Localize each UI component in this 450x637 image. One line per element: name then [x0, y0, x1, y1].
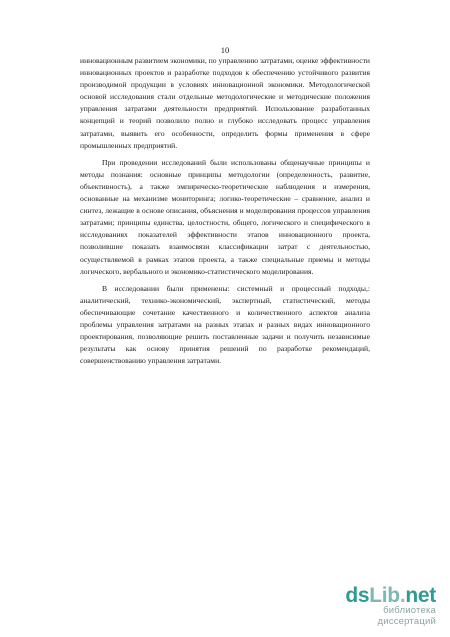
document-body — [80, 55, 370, 372]
page-number: 10 — [220, 45, 230, 55]
dslib-watermark — [326, 585, 436, 627]
dslib-logo: dsLib.net — [345, 584, 436, 607]
paragraph-1: инновационным развитием экономики, по управлению затратами, оценке эффективности инновационных проектов и разработке подходов к обеспечению устойчивого развития производимой продукции в условиях инновационной экономики. Методологической основой исследования стали отдельные методологические и методические положения управления затратами деятельности предприятий. Использование разработанных концепций и теорий позволило полно и глубоко исследовать процесс управления затратами, выявить его особенности, определить формы применения в сфере промышленных предприятий. — [80, 56, 370, 150]
watermark-subtitle: библиотека диссертаций — [377, 605, 436, 627]
paragraph-2: При проведении исследований были использованы общенаучные принципы и методы познания: основные принципы методологии (определенность, развитие, объективность), а также эмпирическо-теоретические наблюдения и измерения, основанные на механизме мониторинга; логико-теоретические – сравнение, анализ и синтез, лежащие в основе описания, объяснения и моделирования процессов управления затратами; принципы единства, целостности, общего, логического и специфического в исследованиях показателей эффективности этапов инновационного проекта, позволившие показать взаимосвязи классификации затрат с деятельностью, осуществляемой в рамках этапов проекта, а также специальные приемы и методы логического, вербального и экономико-статистического моделирования. — [80, 157, 370, 276]
paragraph-3: В исследовании были применены: системный и процессный подходы,: аналитический, технико-экономический, экспертный, статистический, методы обеспечивающие сочетание качественного и количественного аспектов анализа проблемы управления затратами на разных этапах и разных видах инновационного проектирования, позволяющие решить поставленные задачи и получить независимые результаты как основу принятия решений по разработке рекомендаций, совершенствованию управления затратами. — [80, 283, 370, 366]
